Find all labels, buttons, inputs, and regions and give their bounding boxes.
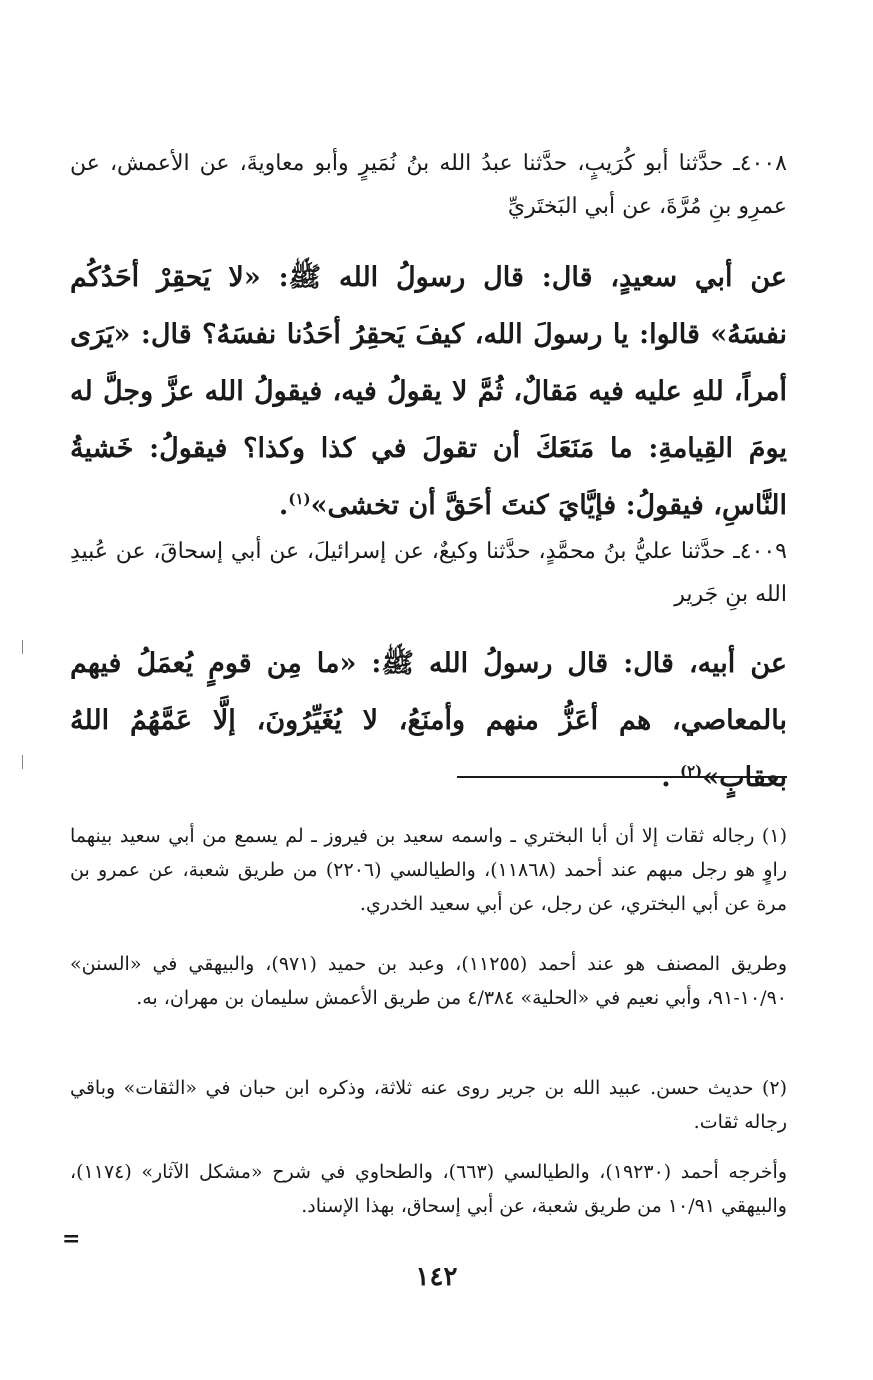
footnote-ref-2: (٢) [680, 762, 703, 780]
margin-scan-mark [22, 640, 23, 654]
hadith-4009-matn: عن أبيه، قال: قال رسولُ الله ﷺ: «ما مِن قومٍ يُعمَلُ فيهم بالمعاصي، هم أعَزُّ منهم وأمنَعُ، لا يُغَيِّرُونَ، إلَّا عَمَّهُمُ اللهُ بعقابٍ»$^{(٢)}$ . [70, 648, 787, 793]
page-number: ١٤٢ [415, 1262, 458, 1292]
margin-scan-mark [22, 755, 23, 769]
hadith-4009-matn-text: عن أبيه، قال: قال رسولُ الله ﷺ: «ما مِن قومٍ يُعمَلُ فيهم بالمعاصي، هم أعَزُّ منهم وأمنَعُ، لا يُغَيِّرُونَ، إلَّا عَمَّهُمُ اللهُ بعقابٍ» [70, 648, 787, 793]
hadith-4008-matn: عن أبي سعيدٍ، قال: قال رسولُ الله ﷺ: «لا يَحقِرْ أحَدُكُم نفسَهُ» قالوا: يا رسولَ الله، كيفَ يَحقِرُ أحَدُنا نفسَهُ؟ قال: «يَرَى أمراً، للهِ عليه فيه مَقالٌ، ثُمَّ لا يقولُ فيه، فيقولُ الله عزَّ وجلَّ له يومَ القِيامةِ: ما مَنَعَكَ أن تقولَ في كذا وكذا؟ فيقولُ: خَشيةُ النَّاسِ، فيقولُ: فإيَّايَ كنتَ أحَقَّ أن تخشى»$^{(١)}$. [70, 262, 787, 521]
footnote-1-paragraph-1: (١) رجاله ثقات إلا أن أبا البختري ـ واسمه سعيد بن فيروز ـ لم يسمع من أبي سعيد بينهما راوٍ هو رجل مبهم عند أحمد (١١٨٦٨)، والطيالسي (٢٢٠٦) من طريق شعبة، عن عمرو بن مرة عن أبي البختري، عن رجل، عن أبي سعيد الخدري. [70, 825, 788, 915]
footnote-1-paragraph-2: وطريق المصنف هو عند أحمد (١١٢٥٥)، وعبد بن حميد (٩٧١)، والبيهقي في «السنن» ١٠/٩٠-٩١، وأبي نعيم في «الحلية» ٤/٣٨٤ من طريق الأعمش سليمان بن مهران، به. [70, 953, 787, 1009]
footnote-2-paragraph-1: (٢) حديث حسن. عبيد الله بن جرير روى عنه ثلاثة، وذكره ابن حبان في «الثقات» وباقي رجاله ثقات. [70, 1077, 787, 1133]
hadith-4008-matn-text: عن أبي سعيدٍ، قال: قال رسولُ الله ﷺ: «لا يَحقِرْ أحَدُكُم نفسَهُ» قالوا: يا رسولَ الله، كيفَ يَحقِرُ أحَدُنا نفسَهُ؟ قال: «يَرَى أمراً، للهِ عليه فيه مَقالٌ، ثُمَّ لا يقولُ فيه، فيقولُ الله عزَّ وجلَّ له يومَ القِيامةِ: ما مَنَعَكَ أن تقولَ في كذا وكذا؟ فيقولُ: خَشيةُ النَّاسِ، فيقولُ: فإيَّايَ كنتَ أحَقَّ أن تخشى» [70, 262, 787, 521]
continuation-mark: = [62, 1226, 81, 1252]
hadith-4009-isnad: ٤٠٠٩ـ حدَّثنا عليُّ بنُ محمَّدٍ، حدَّثنا وكيعٌ، عن إسرائيلَ، عن أبي إسحاقَ، عن عُبيدِ الله بنِ جَرير [70, 539, 787, 607]
footnote-separator [457, 776, 787, 778]
footnote-ref-1: (١) [288, 490, 311, 508]
footnote-2-paragraph-2: وأخرجه أحمد (١٩٢٣٠)، والطيالسي (٦٦٣)، والطحاوي في شرح «مشكل الآثار» (١١٧٤)، والبيهقي ١٠/٩١ من طريق شعبة، عن أبي إسحاق، بهذا الإسناد. [70, 1161, 787, 1217]
hadith-4008-isnad: ٤٠٠٨ـ حدَّثنا أبو كُرَيبٍ، حدَّثنا عبدُ الله بنُ نُمَيرٍ وأبو معاويةَ، عن الأعمش، عن عمرِو بنِ مُرَّةَ، عن أبي البَختَريِّ [70, 151, 787, 219]
